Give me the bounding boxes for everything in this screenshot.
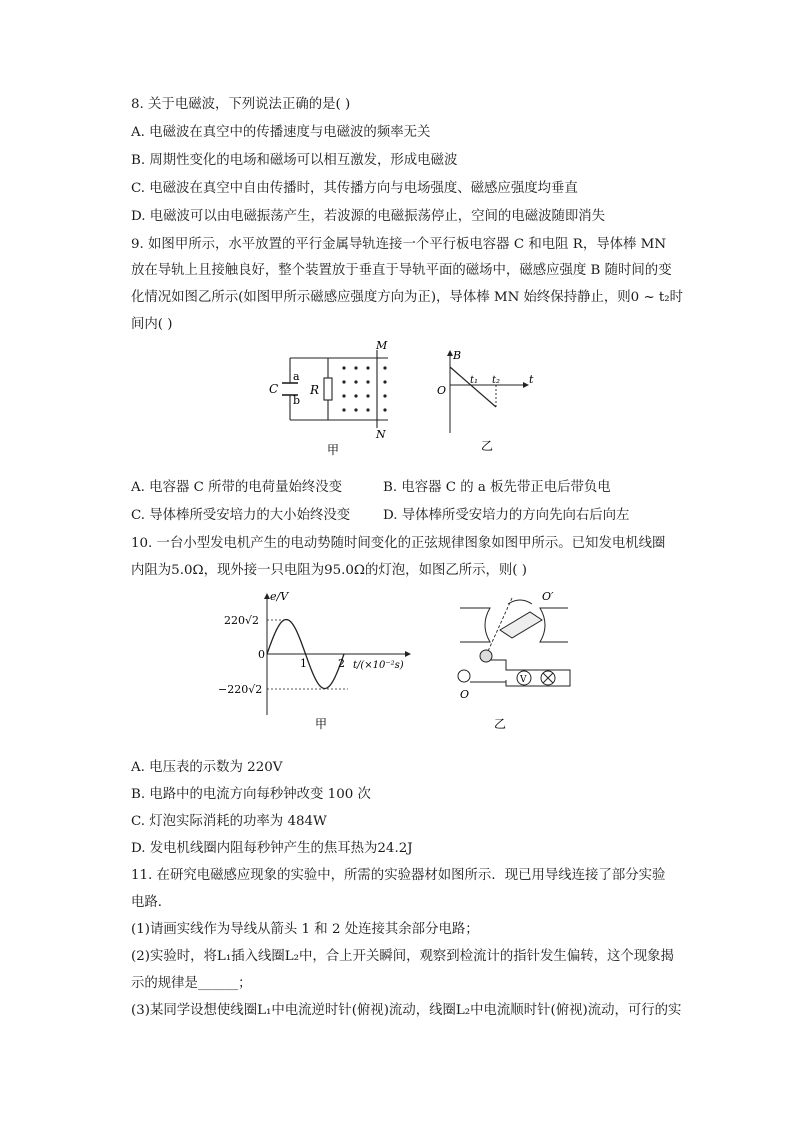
label-r: R bbox=[310, 383, 320, 397]
xlabel: t/(×10⁻²s) bbox=[353, 660, 404, 671]
t2-label: t₂ bbox=[492, 375, 501, 386]
q8-option-a: A. 电磁波在真空中的传播速度与电磁波的频率无关 bbox=[131, 125, 431, 140]
xtick-2: 2 bbox=[338, 657, 345, 670]
caption-jia: 甲 bbox=[327, 443, 340, 457]
q9-option-d: D. 导体棒所受安培力的方向先向右后向左 bbox=[383, 508, 630, 523]
circuit-wires bbox=[290, 350, 388, 428]
q10-option-d: D. 发电机线圈内阻每秒钟产生的焦耳热为24.2J bbox=[131, 841, 413, 856]
origin-label: O bbox=[437, 384, 447, 397]
q9-figure-circuit bbox=[260, 340, 400, 460]
axis-end bbox=[458, 670, 470, 682]
t1-label: t₁ bbox=[470, 375, 479, 386]
q9-option-a: A. 电容器 C 所带的电荷量始终没变 bbox=[131, 480, 343, 495]
q9-stem-line-3: 化情况如图乙所示(如图甲所示磁感应强度方向为正)，导体棒 MN 始终保持静止，则0 ~ t₂时 bbox=[131, 290, 684, 305]
q9-stem-line-4: 间内( ) bbox=[131, 317, 173, 332]
q10-stem-line-1: 10. 一台小型发电机产生的电动势随时间变化的正弦规律图象如图甲所示。已知发电机线圈 bbox=[131, 536, 666, 551]
q8-option-b: B. 周期性变化的电场和磁场可以相互激发，形成电磁波 bbox=[131, 153, 458, 168]
caption-jia-10: 甲 bbox=[315, 717, 328, 731]
label-o: O bbox=[460, 688, 470, 701]
lamp bbox=[541, 671, 555, 685]
label-n: N bbox=[376, 428, 386, 441]
label-o-prime: O′ bbox=[542, 590, 554, 603]
voltmeter-label: V bbox=[520, 675, 527, 685]
ymin-label: −220√2 bbox=[218, 683, 263, 696]
q10-option-a: A. 电压表的示数为 220V bbox=[131, 760, 283, 775]
ylabel: e/V bbox=[270, 590, 289, 603]
label-a: a bbox=[293, 370, 300, 383]
q8-option-c: C. 电磁波在真空中自由传播时，其传播方向与电场强度、磁感应强度均垂直 bbox=[131, 181, 578, 196]
coil bbox=[500, 612, 542, 638]
q8-option-d: D. 电磁波可以由电磁振荡产生，若波源的电磁振荡停止，空间的电磁波随即消失 bbox=[131, 209, 606, 224]
q9-stem-line-2: 放在导轨上且接触良好，整个装置放于垂直于导轨平面的磁场中，磁感应强度 B 随时间的变 bbox=[131, 263, 672, 278]
b-line bbox=[450, 367, 496, 407]
resistor bbox=[324, 378, 332, 400]
caption-yi-10: 乙 bbox=[494, 717, 507, 731]
q11-line-1: 11. 在研究电磁感应现象的实验中，所需的实验器材如图所示．现已用导线连接了部分实验 bbox=[131, 868, 666, 883]
xtick-1: 1 bbox=[300, 657, 307, 670]
q8-stem: 8. 关于电磁波，下列说法正确的是( ) bbox=[131, 97, 351, 112]
ymax-label: 220√2 bbox=[224, 614, 260, 627]
q9-option-b: B. 电容器 C 的 a 板先带正电后带负电 bbox=[383, 480, 611, 495]
caption-yi: 乙 bbox=[481, 439, 494, 453]
q9-stem-line-1: 9. 如图甲所示，水平放置的平行金属导轨连接一个平行板电容器 C 和电阻 R，导体棒 MN bbox=[131, 237, 667, 252]
q11-line-5: 示的规律是______； bbox=[131, 976, 252, 991]
q11-line-6: (3)某同学设想使线圈L₁中电流逆时针(俯视)流动，线圈L₂中电流顺时针(俯视)流动，可行的实 bbox=[131, 1003, 682, 1018]
label-b: b bbox=[293, 394, 301, 407]
label-m: M bbox=[376, 340, 388, 352]
q10-option-c: C. 灯泡实际消耗的功率为 484W bbox=[131, 814, 327, 829]
magnetic-field-dots bbox=[342, 366, 386, 411]
q11-line-2: 电路． bbox=[131, 895, 172, 910]
q10-figure-generator bbox=[450, 590, 580, 735]
axis-t-label: t bbox=[529, 373, 534, 386]
q11-line-3: (1)请画实线作为导线从箭头 1 和 2 处连接其余部分电路； bbox=[131, 922, 479, 937]
q10-stem-line-2: 内阻为5.0Ω，现外接一只电阻为95.0Ω的灯泡，如图乙所示，则( ) bbox=[131, 563, 528, 578]
q11-line-4: (2)实验时，将L₁插入线圈L₂中，合上开关瞬间，观察到检流计的指针发生偏转，这个现象揭 bbox=[131, 949, 674, 964]
q10-figure-sine-chart bbox=[210, 590, 425, 735]
rotation-arrow bbox=[508, 600, 532, 604]
q9-figure-bt-graph bbox=[430, 345, 540, 460]
q10-option-b: B. 电路中的电流方向每秒钟改变 100 次 bbox=[131, 787, 371, 802]
q9-option-c: C. 导体棒所受安培力的大小始终没变 bbox=[131, 508, 351, 523]
axis-b-label: B bbox=[453, 349, 462, 362]
label-c: C bbox=[269, 382, 279, 396]
origin-zero: 0 bbox=[258, 648, 265, 661]
